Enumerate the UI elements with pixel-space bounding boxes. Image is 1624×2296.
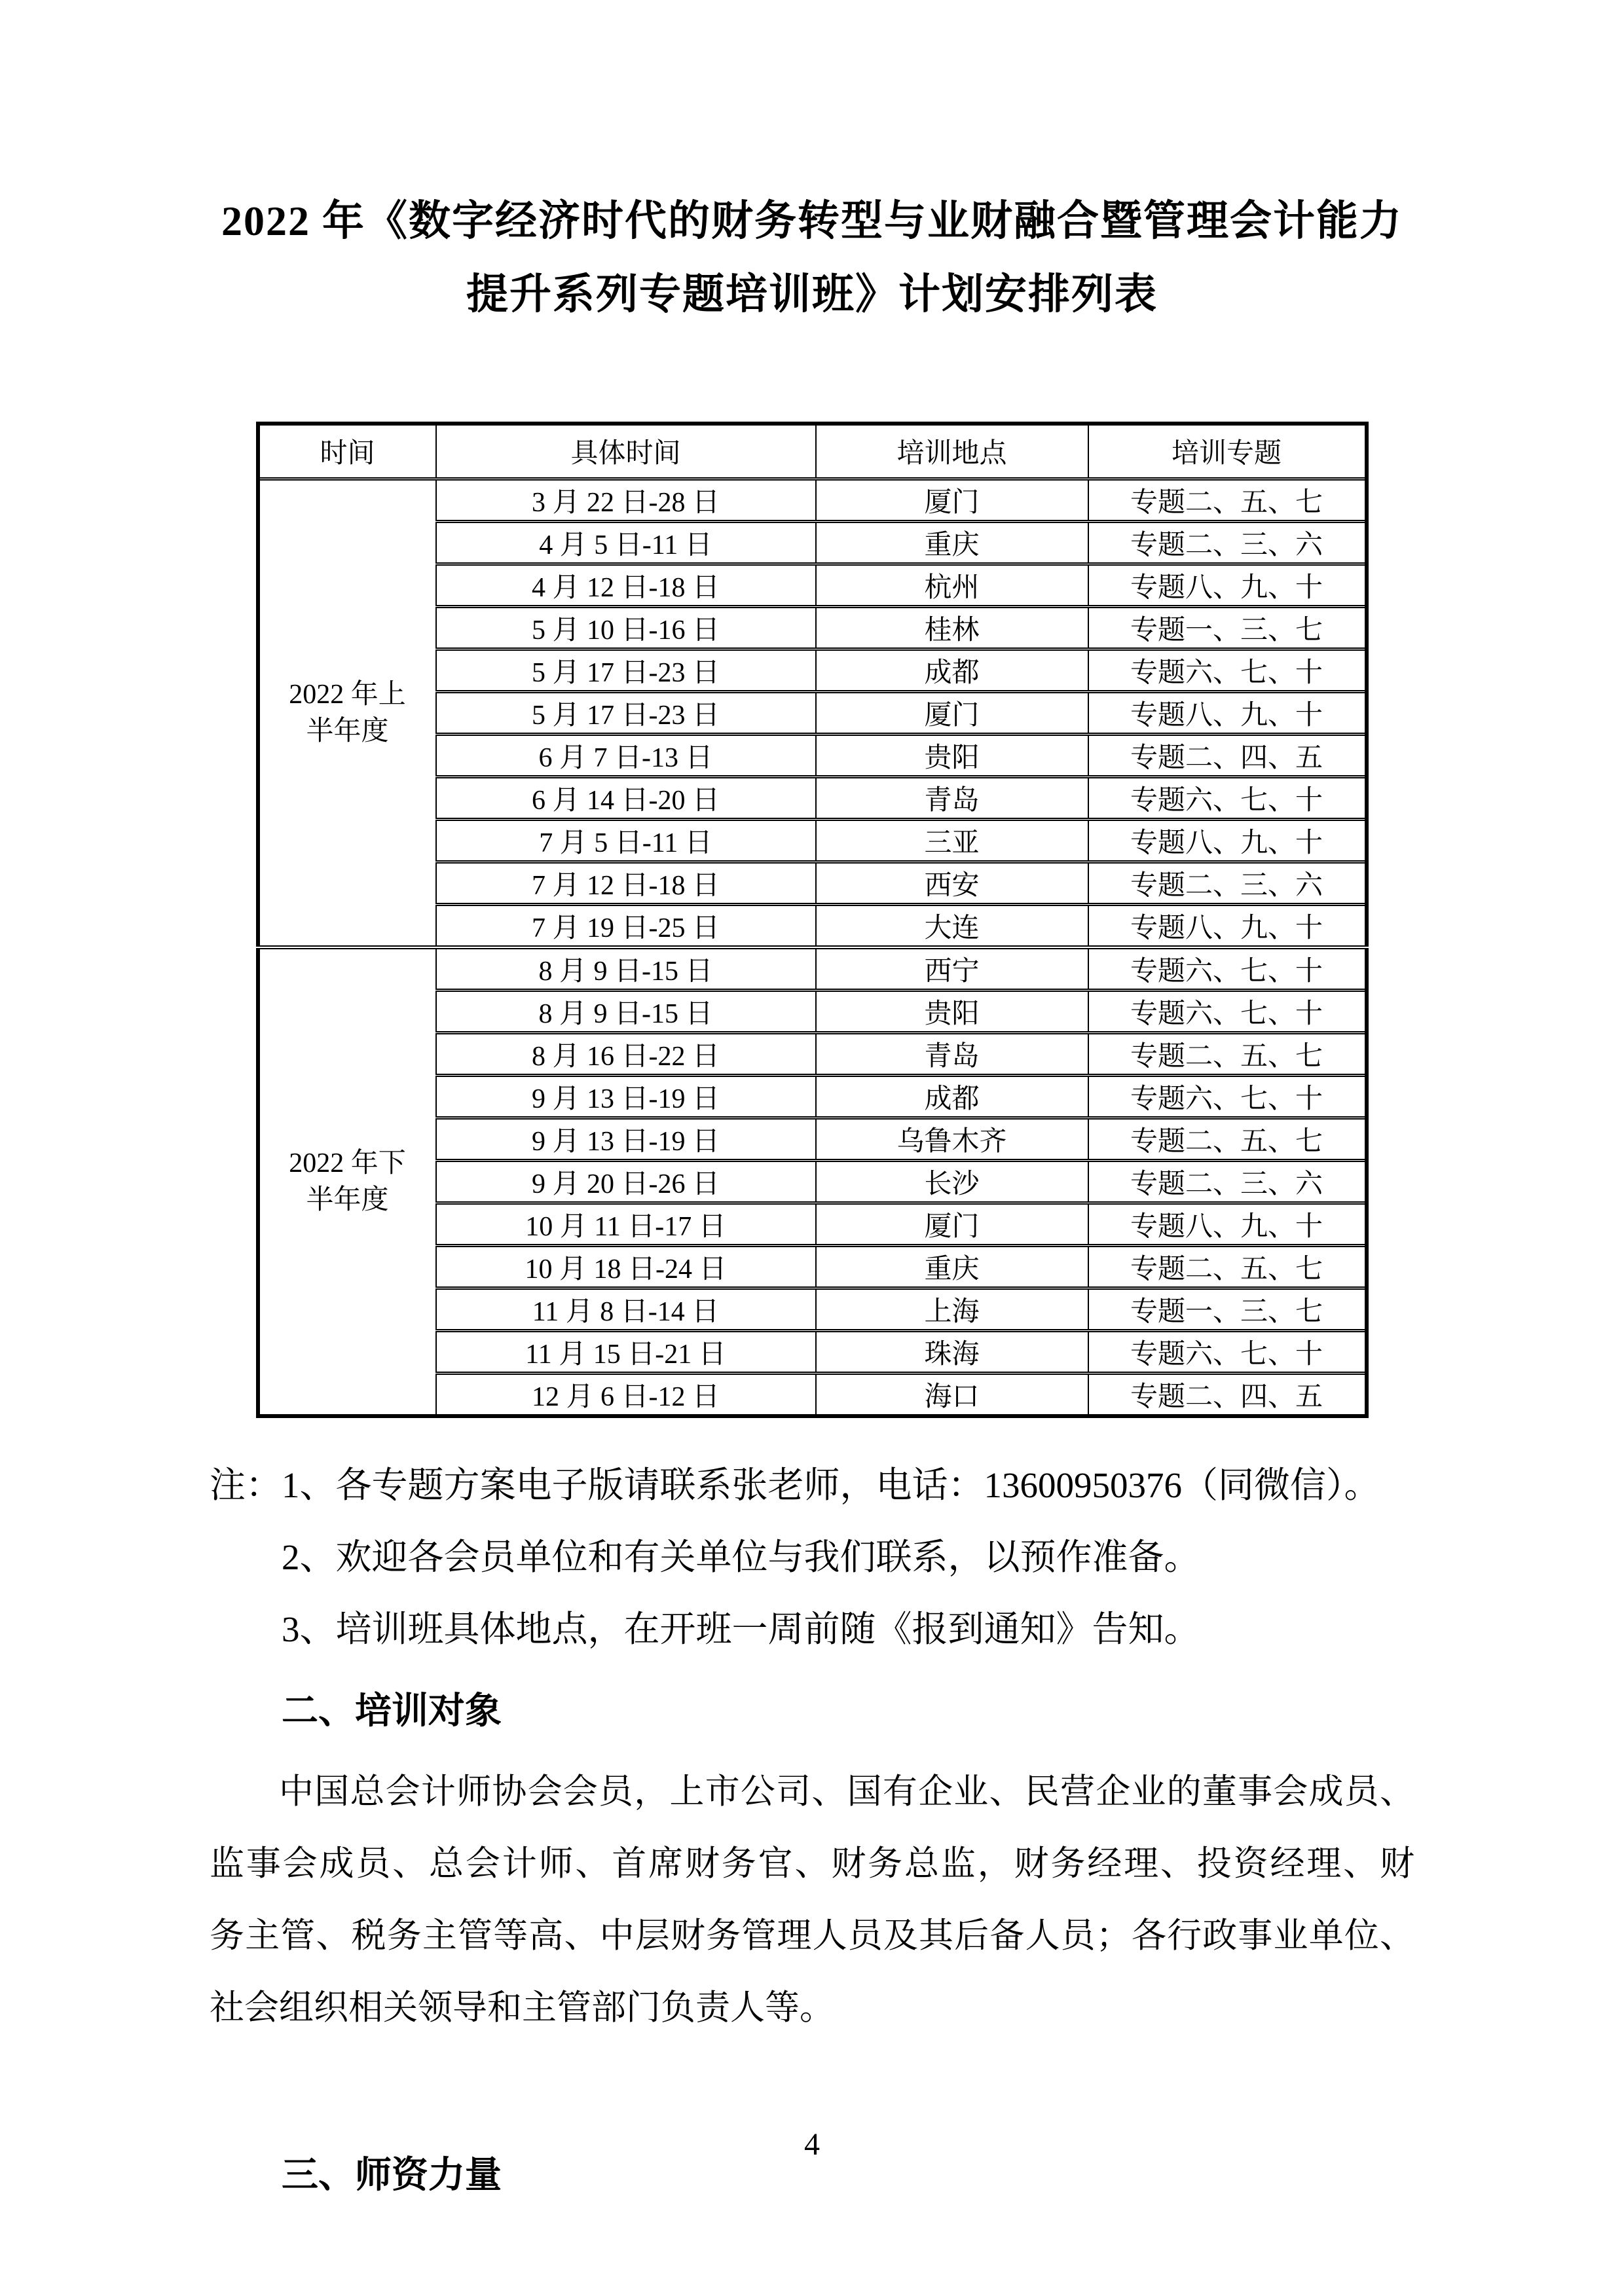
period-cell-second-half <box>258 947 436 1416</box>
col-header-specific-time: 具体时间 <box>436 424 816 479</box>
note-1: 注：1、各专题方案电子版请联系张老师，电话：13600950376（同微信）。 <box>210 1465 1380 1505</box>
period-line: 半年度 <box>306 716 389 746</box>
page-title-line1: 2022 年《数字经济时代的财务转型与业财融合暨管理会计能力 <box>221 198 1403 244</box>
cell-location: 贵阳 <box>816 990 1088 1032</box>
cell-specific-time: 6 月 14 日-20 日 <box>436 776 816 819</box>
period-line: 2022 年上 <box>289 679 406 710</box>
cell-specific-time: 4 月 12 日-18 日 <box>436 564 816 606</box>
cell-topic: 专题八、九、十 <box>1088 691 1367 734</box>
cell-topic: 专题二、五、七 <box>1088 1245 1367 1288</box>
cell-location: 海口 <box>816 1373 1088 1416</box>
schedule-table <box>256 422 1369 1418</box>
cell-location: 厦门 <box>816 691 1088 734</box>
cell-topic: 专题八、九、十 <box>1088 904 1367 947</box>
cell-specific-time: 9 月 13 日-19 日 <box>436 1075 816 1118</box>
cell-location: 西安 <box>816 862 1088 904</box>
cell-location: 珠海 <box>816 1330 1088 1373</box>
cell-location: 青岛 <box>816 1032 1088 1075</box>
cell-specific-time: 11 月 8 日-14 日 <box>436 1288 816 1330</box>
body-content <box>210 1449 1414 2211</box>
cell-specific-time: 8 月 16 日-22 日 <box>436 1032 816 1075</box>
period-line: 半年度 <box>306 1184 389 1215</box>
cell-topic: 专题一、三、七 <box>1088 606 1367 649</box>
paragraph-line: 监事会成员、总会计师、首席财务官、财务总监，财务经理、投资经理、财 <box>210 1844 1414 1883</box>
cell-specific-time: 7 月 5 日-11 日 <box>436 819 816 862</box>
cell-location: 成都 <box>816 649 1088 691</box>
cell-location: 青岛 <box>816 776 1088 819</box>
cell-specific-time: 5 月 10 日-16 日 <box>436 606 816 649</box>
cell-location: 杭州 <box>816 564 1088 606</box>
section-heading-training-target: 二、培训对象 <box>282 1689 502 1731</box>
cell-topic: 专题六、七、十 <box>1088 947 1367 991</box>
cell-topic: 专题二、三、六 <box>1088 521 1367 564</box>
cell-location: 厦门 <box>816 479 1088 521</box>
cell-specific-time: 7 月 19 日-25 日 <box>436 904 816 947</box>
cell-specific-time: 8 月 9 日-15 日 <box>436 947 816 991</box>
cell-topic: 专题八、九、十 <box>1088 1203 1367 1245</box>
cell-location: 上海 <box>816 1288 1088 1330</box>
cell-topic: 专题二、三、六 <box>1088 1160 1367 1203</box>
cell-location: 乌鲁木齐 <box>816 1118 1088 1160</box>
cell-specific-time: 9 月 13 日-19 日 <box>436 1118 816 1160</box>
cell-topic: 专题二、四、五 <box>1088 734 1367 776</box>
cell-topic: 专题二、五、七 <box>1088 1032 1367 1075</box>
cell-topic: 专题一、三、七 <box>1088 1288 1367 1330</box>
cell-specific-time: 8 月 9 日-15 日 <box>436 990 816 1032</box>
cell-topic: 专题二、五、七 <box>1088 479 1367 521</box>
cell-specific-time: 10 月 11 日-17 日 <box>436 1203 816 1245</box>
page-title-line2: 提升系列专题培训班》计划安排列表 <box>466 271 1158 318</box>
cell-location: 贵阳 <box>816 734 1088 776</box>
note-3: 3、培训班具体地点，在开班一周前随《报到通知》告知。 <box>282 1609 1200 1649</box>
cell-location: 重庆 <box>816 521 1088 564</box>
cell-location: 长沙 <box>816 1160 1088 1203</box>
cell-topic: 专题六、七、十 <box>1088 1075 1367 1118</box>
cell-topic: 专题六、七、十 <box>1088 1330 1367 1373</box>
cell-topic: 专题六、七、十 <box>1088 649 1367 691</box>
paragraph-line: 中国总会计师协会会员，上市公司、国有企业、民营企业的董事会成员、 <box>279 1772 1414 1811</box>
cell-location: 桂林 <box>816 606 1088 649</box>
cell-topic: 专题六、七、十 <box>1088 776 1367 819</box>
period-cell-first-half <box>258 479 436 947</box>
section-heading-faculty: 三、师资力量 <box>282 2153 502 2195</box>
cell-specific-time: 11 月 15 日-21 日 <box>436 1330 816 1373</box>
cell-topic: 专题六、七、十 <box>1088 990 1367 1032</box>
cell-location: 大连 <box>816 904 1088 947</box>
cell-topic: 专题二、三、六 <box>1088 862 1367 904</box>
cell-location: 重庆 <box>816 1245 1088 1288</box>
period-line: 2022 年下 <box>289 1148 406 1178</box>
cell-topic: 专题八、九、十 <box>1088 564 1367 606</box>
page-title <box>0 0 1624 331</box>
table-row <box>258 479 1367 521</box>
paragraph-line: 社会组织相关领导和主管部门负责人等。 <box>210 1988 834 2027</box>
page-number: 4 <box>804 2127 820 2162</box>
cell-location: 厦门 <box>816 1203 1088 1245</box>
cell-specific-time: 6 月 7 日-13 日 <box>436 734 816 776</box>
cell-location: 西宁 <box>816 947 1088 991</box>
cell-specific-time: 4 月 5 日-11 日 <box>436 521 816 564</box>
cell-location: 成都 <box>816 1075 1088 1118</box>
training-target-paragraph <box>210 1756 1414 2044</box>
col-header-topic: 培训专题 <box>1088 424 1367 479</box>
cell-specific-time: 12 月 6 日-12 日 <box>436 1373 816 1416</box>
cell-topic: 专题八、九、十 <box>1088 819 1367 862</box>
cell-specific-time: 5 月 17 日-23 日 <box>436 691 816 734</box>
cell-specific-time: 5 月 17 日-23 日 <box>436 649 816 691</box>
paragraph-line: 务主管、税务主管等高、中层财务管理人员及其后备人员；各行政事业单位、 <box>210 1916 1414 1955</box>
cell-specific-time: 3 月 22 日-28 日 <box>436 479 816 521</box>
cell-specific-time: 10 月 18 日-24 日 <box>436 1245 816 1288</box>
cell-specific-time: 9 月 20 日-26 日 <box>436 1160 816 1203</box>
table-row <box>258 947 1367 991</box>
cell-location: 三亚 <box>816 819 1088 862</box>
table-header-row <box>258 424 1367 479</box>
cell-topic: 专题二、五、七 <box>1088 1118 1367 1160</box>
cell-specific-time: 7 月 12 日-18 日 <box>436 862 816 904</box>
col-header-location: 培训地点 <box>816 424 1088 479</box>
cell-topic: 专题二、四、五 <box>1088 1373 1367 1416</box>
col-header-time: 时间 <box>258 424 436 479</box>
note-2: 2、欢迎各会员单位和有关单位与我们联系，以预作准备。 <box>282 1537 1200 1577</box>
